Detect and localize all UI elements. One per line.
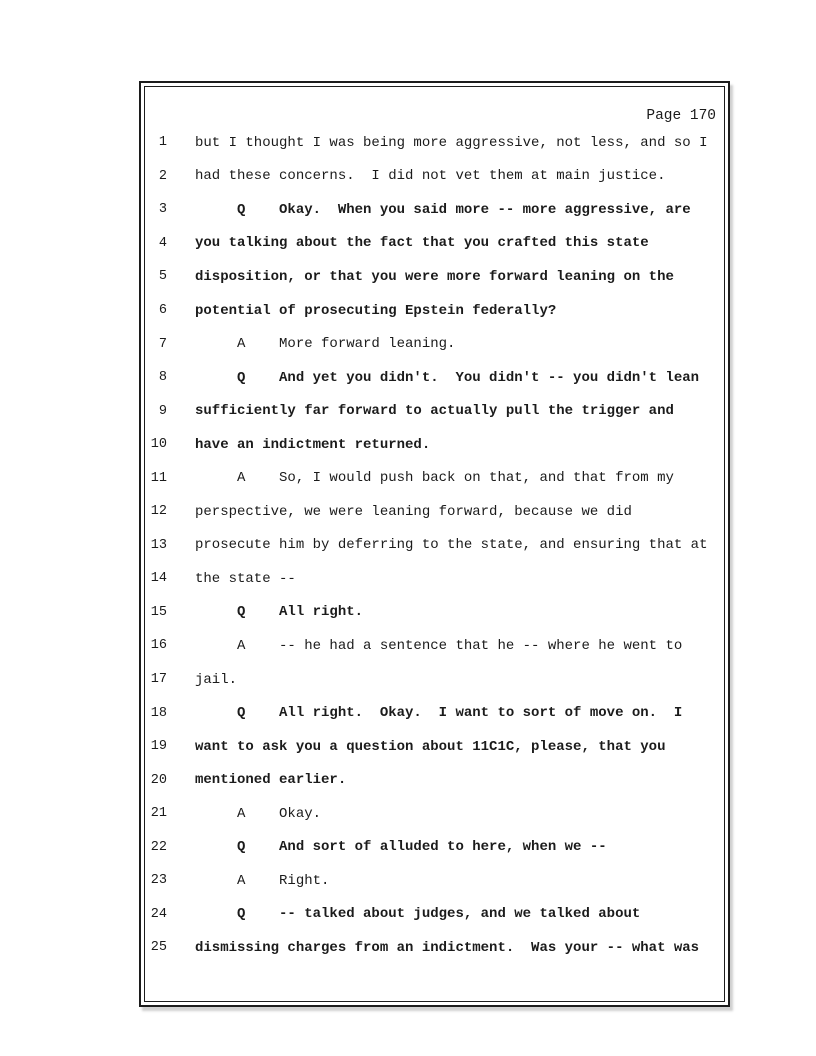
transcript-line [145,864,724,898]
line-number: 5 [158,269,167,285]
line-number: 19 [150,739,167,755]
line-number: 21 [150,806,167,822]
transcript-line [145,596,724,630]
line-number: 6 [158,303,167,318]
transcript-line [145,495,724,529]
transcript-line [145,126,724,160]
transcript-line [145,797,724,831]
line-number: 16 [150,638,167,654]
line-text: Q All right. Okay. I want to sort of move on. I [195,705,683,722]
line-text: A -- he had a sentence that he -- where he went to [195,637,683,654]
line-text: jail. [195,671,238,688]
line-number: 7 [158,336,167,352]
line-number: 18 [150,705,167,721]
line-number: 1 [158,135,167,151]
line-number: 13 [150,537,167,553]
line-text: you talking about the fact that you crafted this state [195,235,649,252]
transcript-line [145,629,724,663]
line-number: 8 [158,370,167,386]
line-number: 24 [150,906,167,922]
page-number: Page 170 [646,108,716,124]
transcript-line [145,763,724,797]
transcript-line [145,294,724,328]
transcript-line [145,931,724,965]
line-text: Q Okay. When you said more -- more aggressive, are [195,201,691,218]
line-text: Q And yet you didn't. You didn't -- you didn't lean [195,369,700,386]
transcript-line [145,830,724,864]
transcript-lines [145,126,724,965]
line-text: Q -- talked about judges, and we talked about [195,906,641,923]
line-number: 25 [150,940,167,956]
transcript-line [145,160,724,194]
transcript-line [145,428,724,462]
transcript-line [145,327,724,361]
line-text: disposition, or that you were more forward leaning on the [195,268,674,285]
transcript-line [145,730,724,764]
line-text: sufficiently far forward to actually pull the trigger and [195,403,674,420]
transcript-line [145,361,724,395]
line-text: A More forward leaning. [195,336,456,353]
page-border-inner [144,86,725,1002]
transcript-line [145,227,724,261]
line-text: potential of prosecuting Epstein federally? [195,302,557,319]
transcript-line [145,898,724,932]
transcript-line [145,529,724,563]
line-text: dismissing charges from an indictment. Was your -- what was [195,939,700,956]
line-number: 10 [150,437,167,453]
line-number: 17 [150,672,167,688]
line-number: 12 [150,504,167,520]
transcript-line [145,461,724,495]
line-text: want to ask you a question about 11C1C, please, that you [195,738,666,755]
line-number: 20 [150,772,167,788]
transcript-line [145,260,724,294]
line-text: Q All right. [195,604,364,621]
line-number: 3 [158,202,167,218]
line-text: perspective, we were leaning forward, because we did [195,503,632,520]
line-text: the state -- [195,570,296,587]
line-number: 9 [158,403,167,419]
line-text: had these concerns. I did not vet them at main justice. [195,168,666,185]
line-number: 4 [158,235,167,251]
transcript-line [145,663,724,697]
line-text: prosecute him by deferring to the state, and ensuring that at [195,537,708,554]
line-number: 2 [158,168,167,184]
line-text: but I thought I was being more aggressive, not less, and so I [195,134,708,151]
transcript-line [145,696,724,730]
page-border-frame [139,81,730,1007]
line-number: 23 [150,873,167,889]
line-text: A Okay. [195,805,322,822]
line-number: 14 [150,571,167,587]
line-number: 22 [150,839,167,855]
line-number: 11 [150,470,167,486]
transcript-line [145,394,724,428]
line-text: mentioned earlier. [195,772,347,789]
line-text: A Right. [195,872,330,889]
transcript-line [145,193,724,227]
line-text: have an indictment returned. [195,436,431,453]
line-text: A So, I would push back on that, and that from my [195,470,674,487]
line-text: Q And sort of alluded to here, when we -- [195,839,607,856]
line-number: 15 [150,604,167,620]
transcript-line [145,562,724,596]
